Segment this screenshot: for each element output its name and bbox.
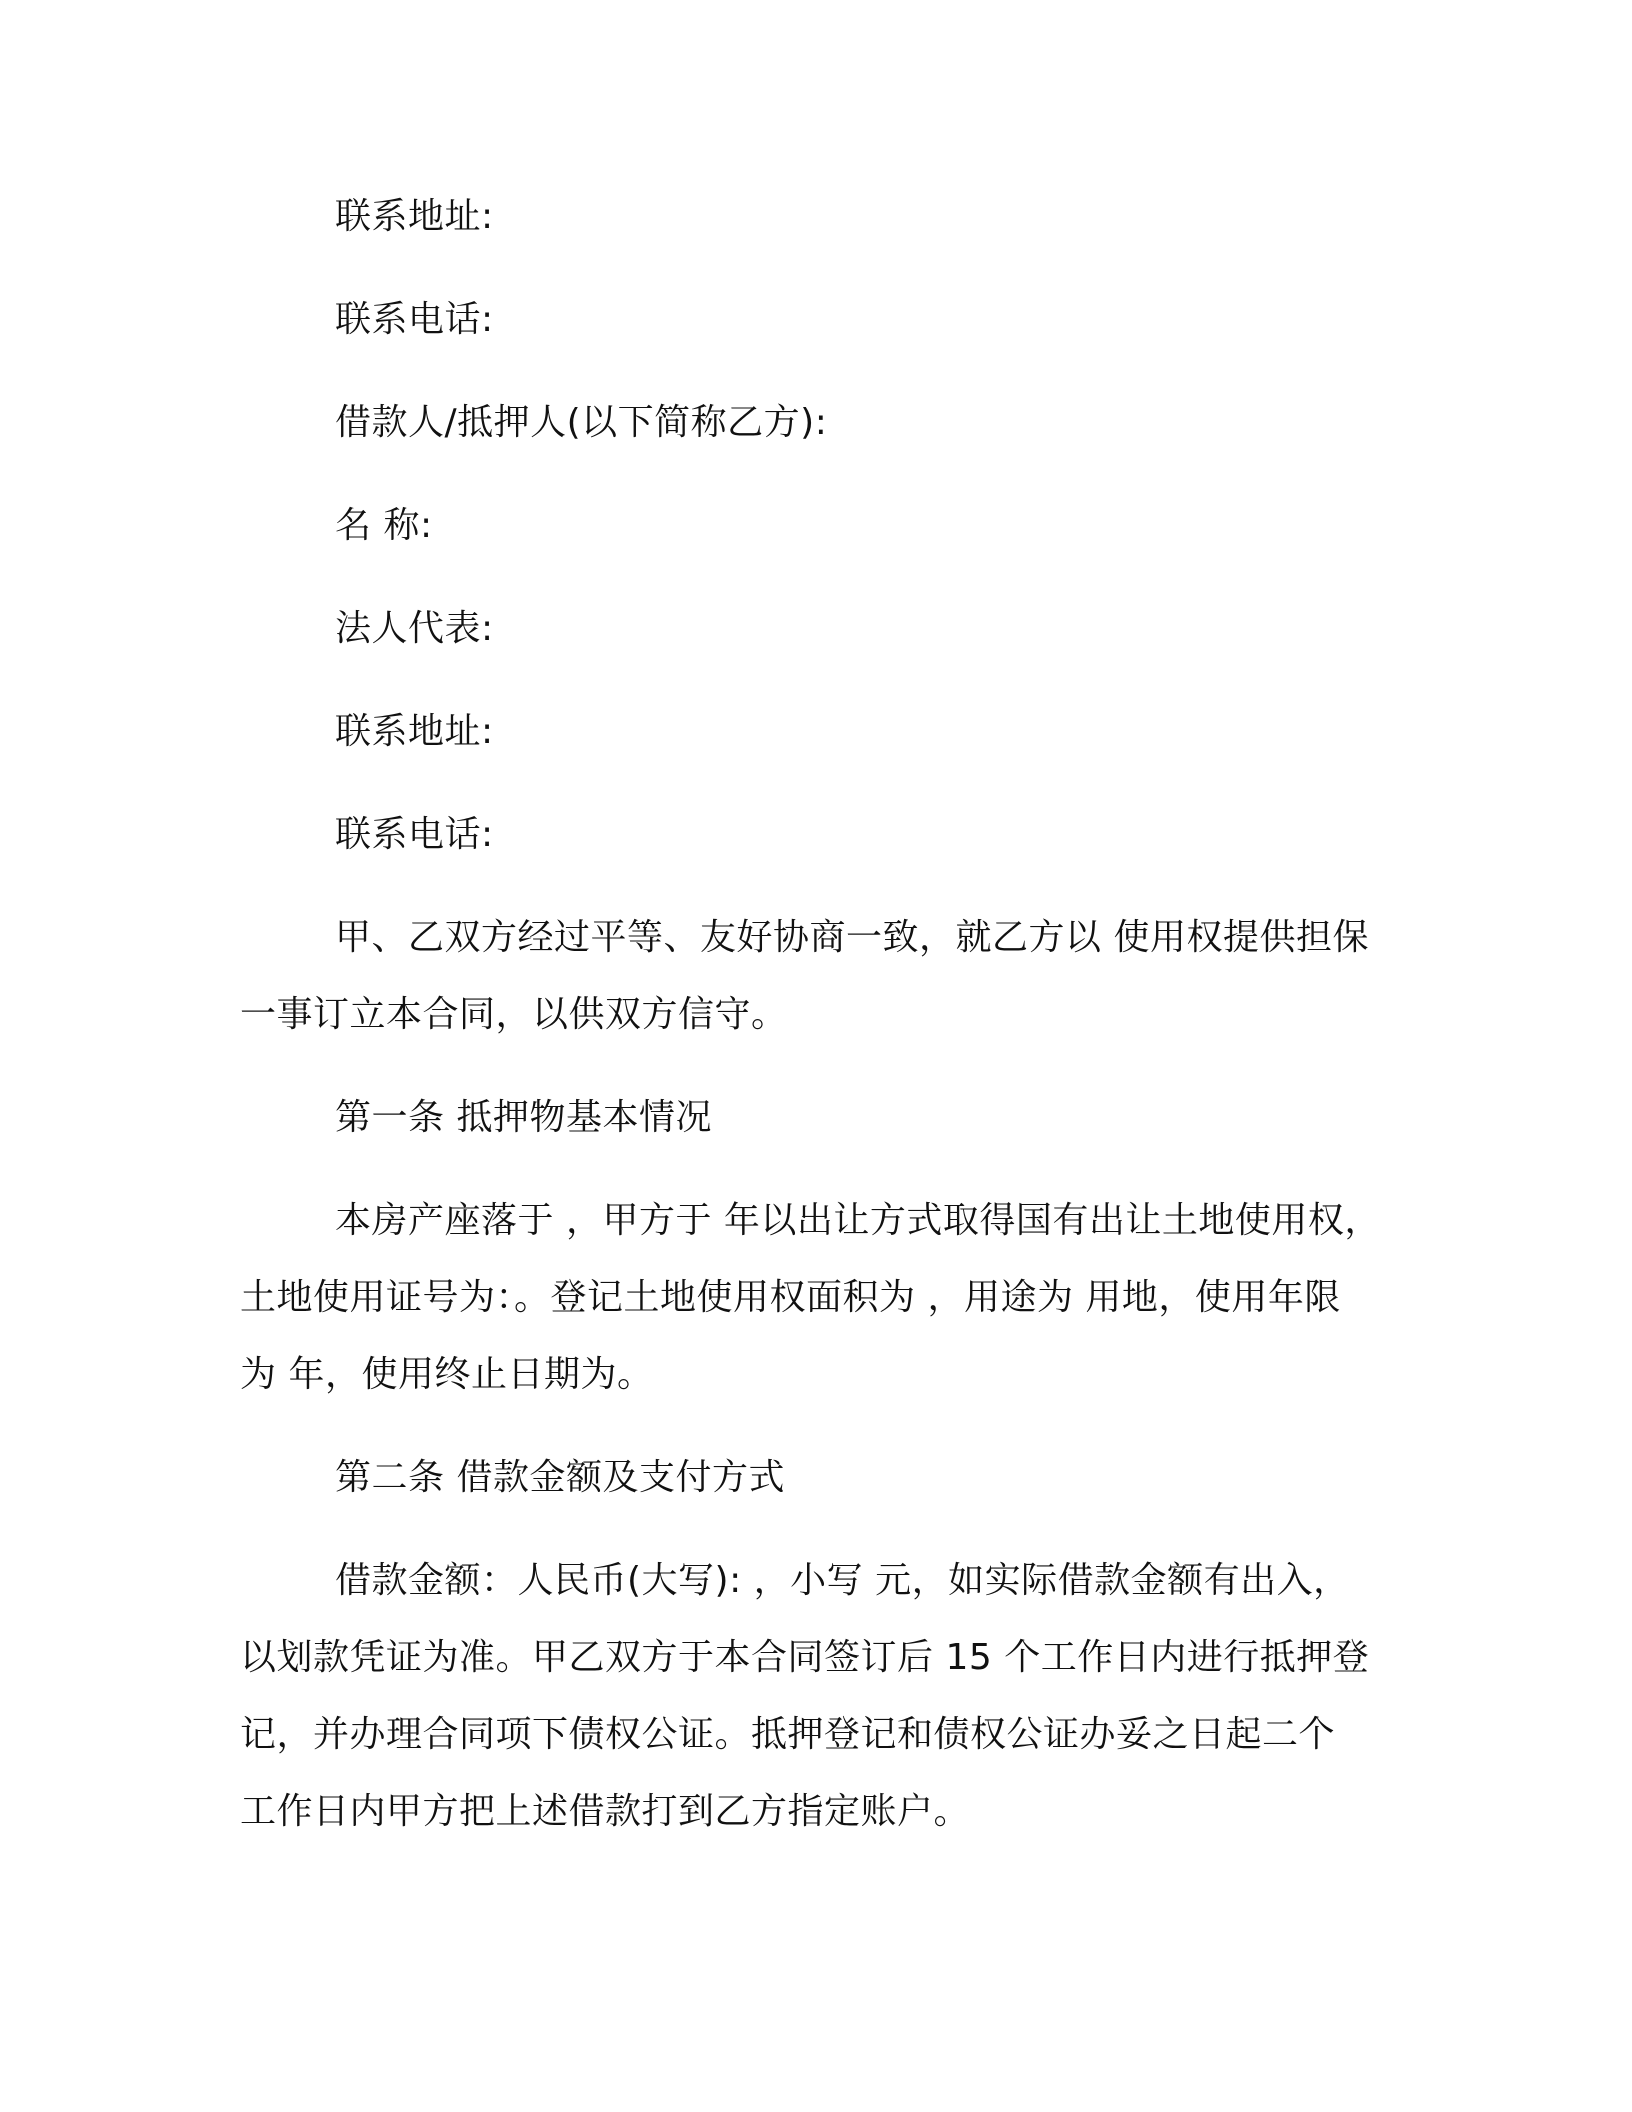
article-1-paragraph-line-3: 为 年，使用终止日期为。 [240,1354,654,1395]
article-1-heading: 第一条 抵押物基本情况 [335,1097,712,1138]
article-1-paragraph-line-1: 本房产座落于 ，甲方于 年以出让方式取得国有出让土地使用权， [335,1200,1381,1241]
preamble-paragraph-line-1: 甲、乙双方经过平等、友好协商一致，就乙方以 使用权提供担保 [335,917,1369,958]
lender-address-label: 联系地址: [335,196,494,237]
preamble-paragraph-line-2: 一事订立本合同，以供双方信守。 [240,994,788,1035]
article-2-paragraph-line-4: 工作日内甲方把上述借款打到乙方指定账户。 [240,1791,971,1832]
article-2-paragraph-line-3: 记，并办理合同项下债权公证。抵押登记和债权公证办妥之日起二个 [240,1714,1336,1755]
borrower-address-label: 联系地址: [335,711,494,752]
borrower-heading: 借款人/抵押人(以下简称乙方): [335,402,828,443]
article-2-heading: 第二条 借款金额及支付方式 [335,1457,785,1498]
legal-representative-label: 法人代表: [335,608,494,649]
article-1-paragraph-line-2: 土地使用证号为：。登记土地使用权面积为 ，用途为 用地，使用年限 [240,1277,1341,1318]
article-2-paragraph-line-1: 借款金额：人民币(大写): ，小写 元，如实际借款金额有出入， [335,1560,1350,1601]
lender-phone-label: 联系电话: [335,299,494,340]
borrower-phone-label: 联系电话: [335,814,494,855]
borrower-name-label: 名 称: [335,505,433,546]
article-2-paragraph-line-2: 以划款凭证为准。甲乙双方于本合同签订后 15 个工作日内进行抵押登 [240,1637,1370,1678]
